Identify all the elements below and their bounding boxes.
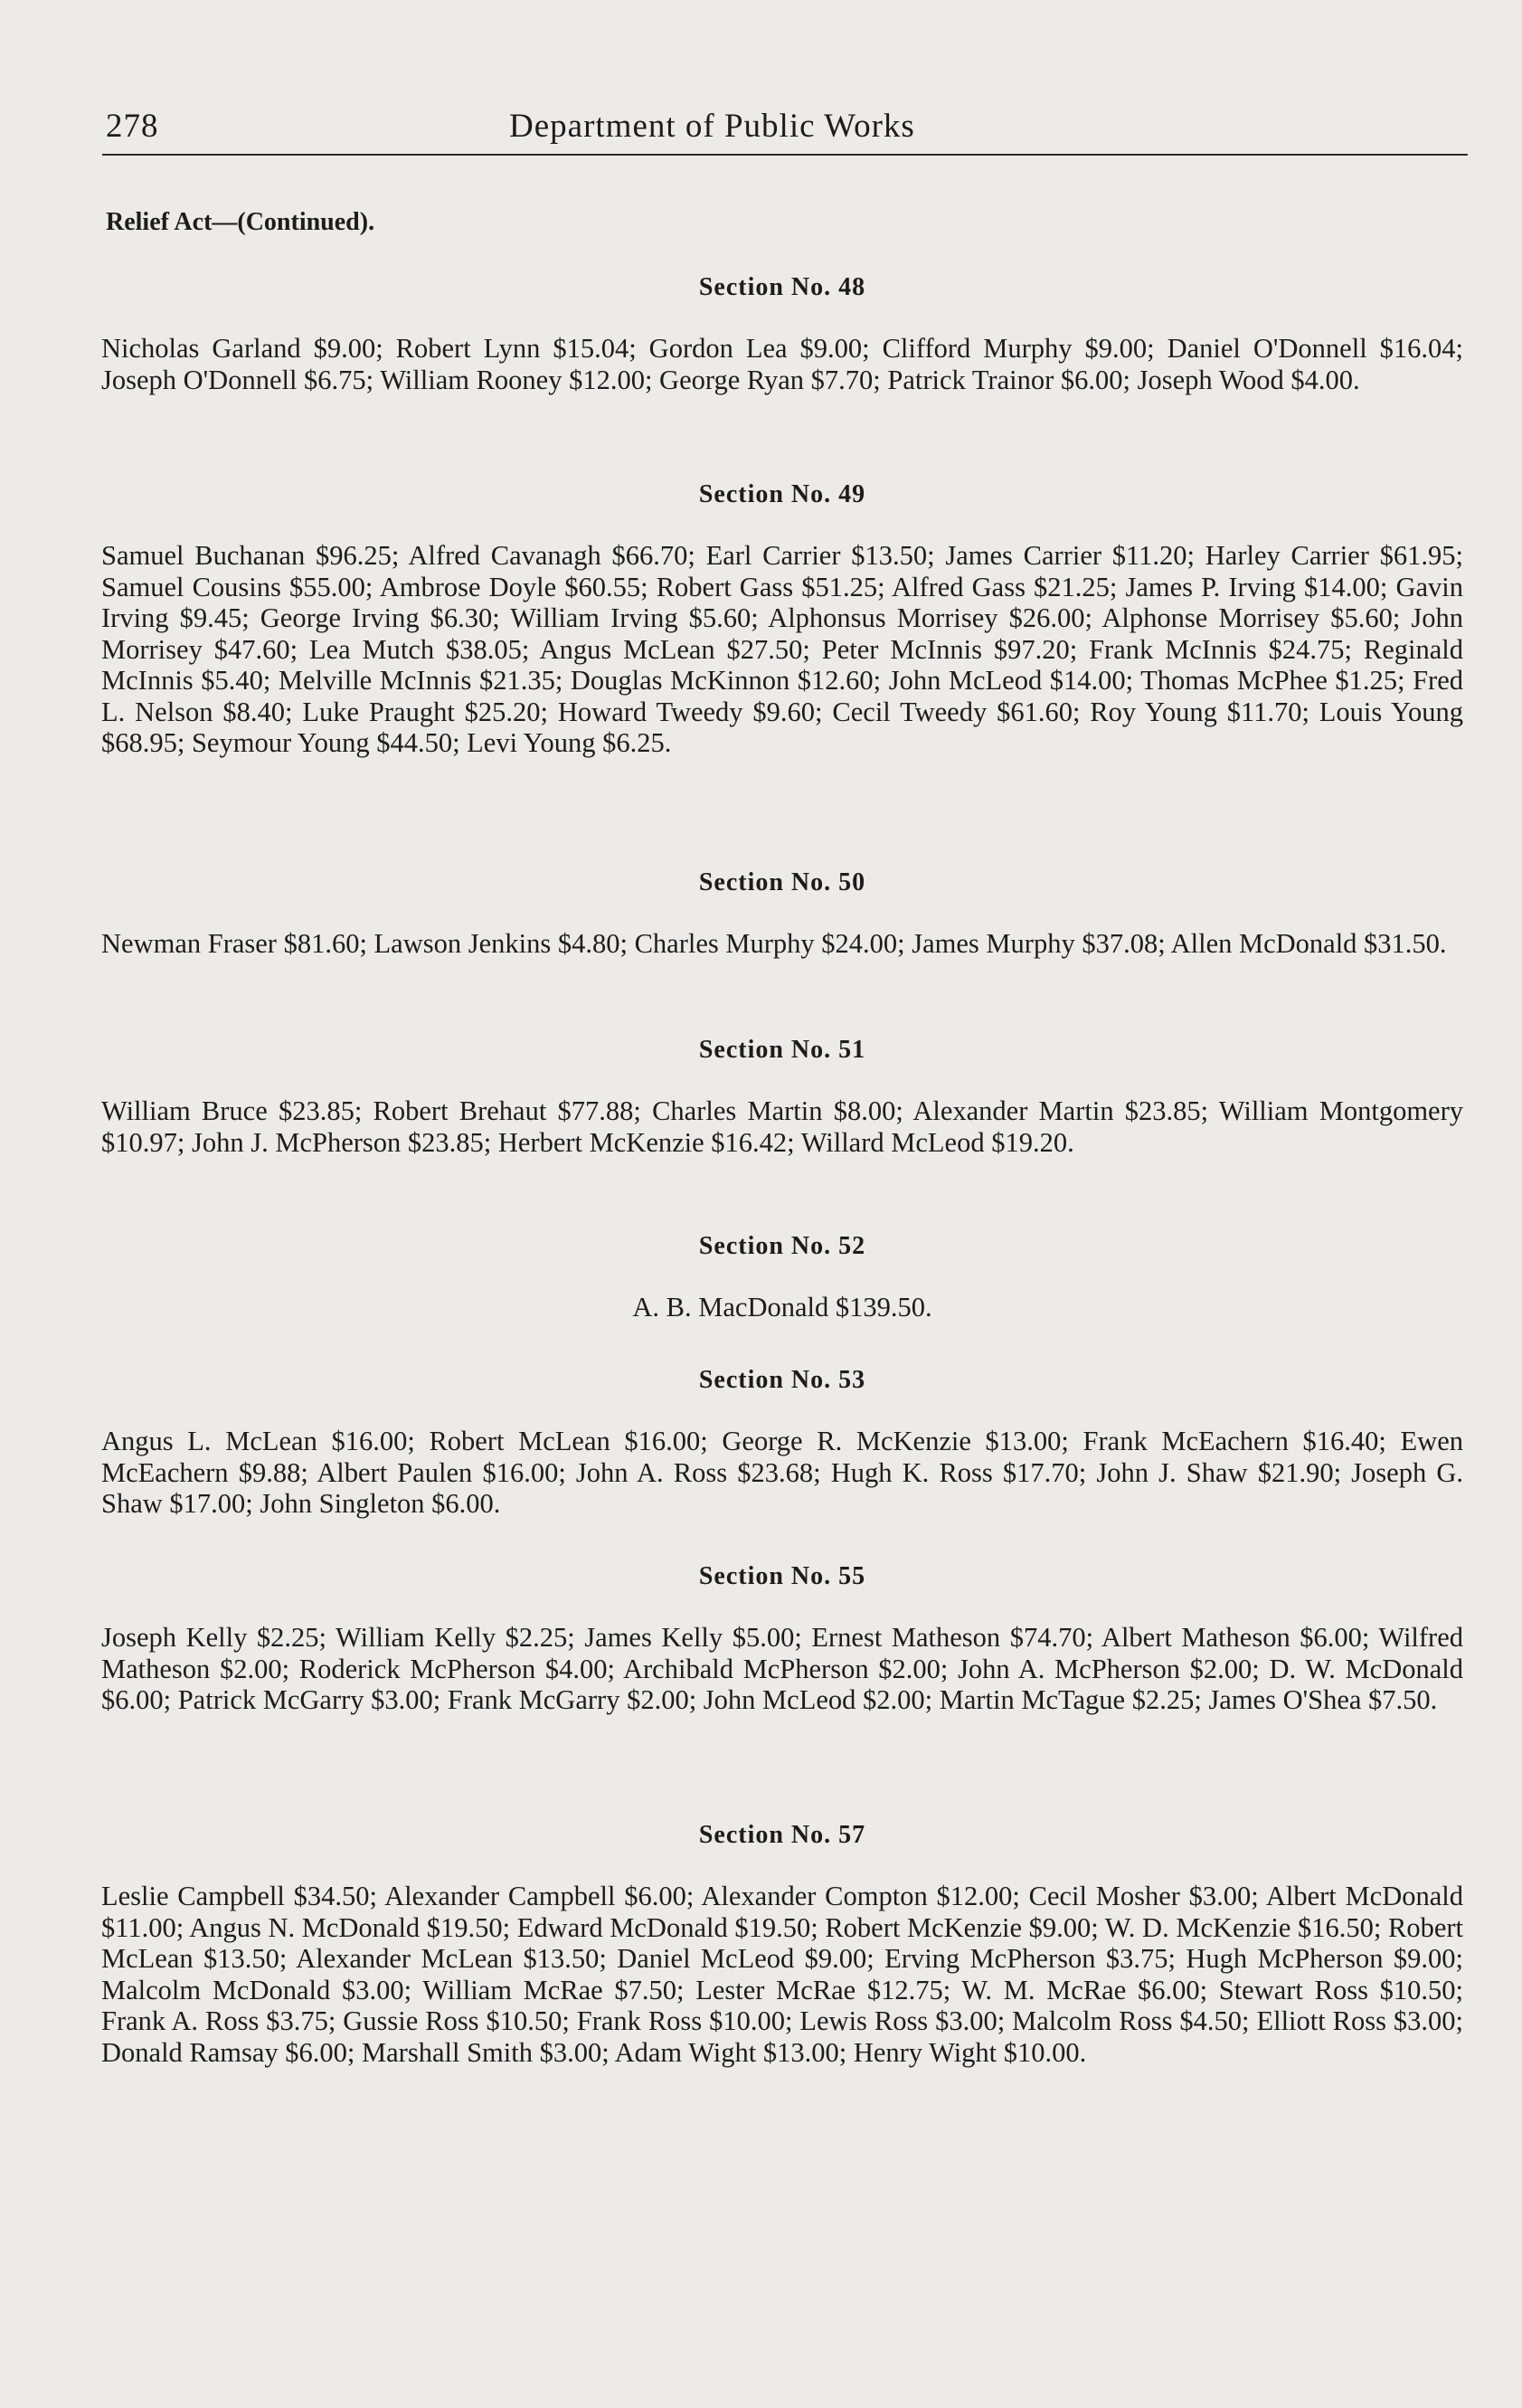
section-body: Joseph Kelly $2.25; William Kelly $2.25; James Kelly $5.00; Ernest Matheson $74.70; Albert Matheson $6.00; Wilfred Matheson $2.00; Roderick McPherson $4.00; Archibald McPherson $2.00; John A. McPherson $2.00; D. W. McDonald $6.00; Patrick McGarry $3.00; Frank McGarry $2.00; John McLeod $2.00; Martin McTague $2.25; James O'Shea $7.50. [101,1622,1463,1715]
section-53 [101,1366,1463,1520]
section-title: Section No. 52 [698,1232,866,1260]
section-title: Section No. 53 [698,1366,866,1394]
section-52 [101,1232,1463,1323]
section-51 [101,1036,1463,1158]
section-body: Samuel Buchanan $96.25; Alfred Cavanagh $66.70; Earl Carrier $13.50; James Carrier $11.20; Harley Carrier $61.95; Samuel Cousins $55.00; Ambrose Doyle $60.55; Robert Gass $51.25; Alfred Gass $21.25; James P. Irving $14.00; Gavin Irving $9.45; George Irving $6.30; William Irving $5.60; Alphonsus Morrisey $26.00; Alphonse Morrisey $5.60; John Morrisey $47.60; Lea Mutch $38.05; Angus McLean $27.50; Peter McInnis $97.20; Frank McInnis $24.75; Reginald McInnis $5.40; Melville McInnis $21.35; Douglas McKinnon $12.60; John McLeod $14.00; Thomas McPhee $1.25; Fred L. Nelson $8.40; Luke Praught $25.20; Howard Tweedy $9.60; Cecil Tweedy $61.60; Roy Young $11.70; Louis Young $68.95; Seymour Young $44.50; Levi Young $6.25. [101,540,1463,758]
section-body: Leslie Campbell $34.50; Alexander Campbell $6.00; Alexander Compton $12.00; Cecil Mosher $3.00; Albert McDonald $11.00; Angus N. McDonald $19.50; Edward McDonald $19.50; Robert McKenzie $9.00; W. D. McKenzie $16.50; Robert McLean $13.50; Alexander McLean $13.50; Daniel McLeod $9.00; Erving McPherson $3.75; Hugh McPherson $9.00; Malcolm McDonald $3.00; William McRae $7.50; Lester McRae $12.75; W. M. McRae $6.00; Stewart Ross $10.50; Frank A. Ross $3.75; Gussie Ross $10.50; Frank Ross $10.00; Lewis Ross $3.00; Malcolm Ross $4.50; Elliott Ross $3.00; Donald Ramsay $6.00; Marshall Smith $3.00; Adam Wight $13.00; Henry Wight $10.00. [101,1881,1463,2068]
page-number: 278 [106,108,159,145]
section-title: Section No. 48 [698,273,866,301]
section-title: Section No. 51 [698,1036,866,1064]
section-title: Section No. 50 [698,868,866,896]
section-57 [101,1821,1463,2068]
section-body: Angus L. McLean $16.00; Robert McLean $16.00; George R. McKenzie $13.00; Frank McEachern $16.40; Ewen McEachern $9.88; Albert Paulen $16.00; John A. Ross $23.68; Hugh K. Ross $17.70; John J. Shaw $21.90; Joseph G. Shaw $17.00; John Singleton $6.00. [101,1426,1463,1519]
section-55 [101,1562,1463,1716]
section-49 [101,480,1463,759]
section-48 [101,273,1463,395]
section-title: Section No. 55 [698,1562,866,1590]
section-body: Newman Fraser $81.60; Lawson Jenkins $4.80; Charles Murphy $24.00; James Murphy $37.08; Allen McDonald $31.50. [101,928,1447,959]
section-50 [101,868,1463,960]
section-body: William Bruce $23.85; Robert Brehaut $77.88; Charles Martin $8.00; Alexander Martin $23.85; William Montgomery $10.97; John J. McPherson $23.85; Herbert McKenzie $16.42; Willard McLeod $19.20. [101,1095,1463,1158]
section-body: Nicholas Garland $9.00; Robert Lynn $15.04; Gordon Lea $9.00; Clifford Murphy $9.00; Daniel O'Donnell $16.04; Joseph O'Donnell $6.75; William Rooney $12.00; George Ryan $7.70; Patrick Trainor $6.00; Joseph Wood $4.00. [101,333,1463,395]
section-title: Section No. 49 [698,480,866,508]
section-title: Section No. 57 [698,1821,866,1849]
continued-heading: Relief Act—(Continued). [106,208,375,236]
section-body: A. B. MacDonald $139.50. [632,1292,932,1323]
page-header [102,100,1468,156]
running-head: Department of Public Works [509,108,915,145]
